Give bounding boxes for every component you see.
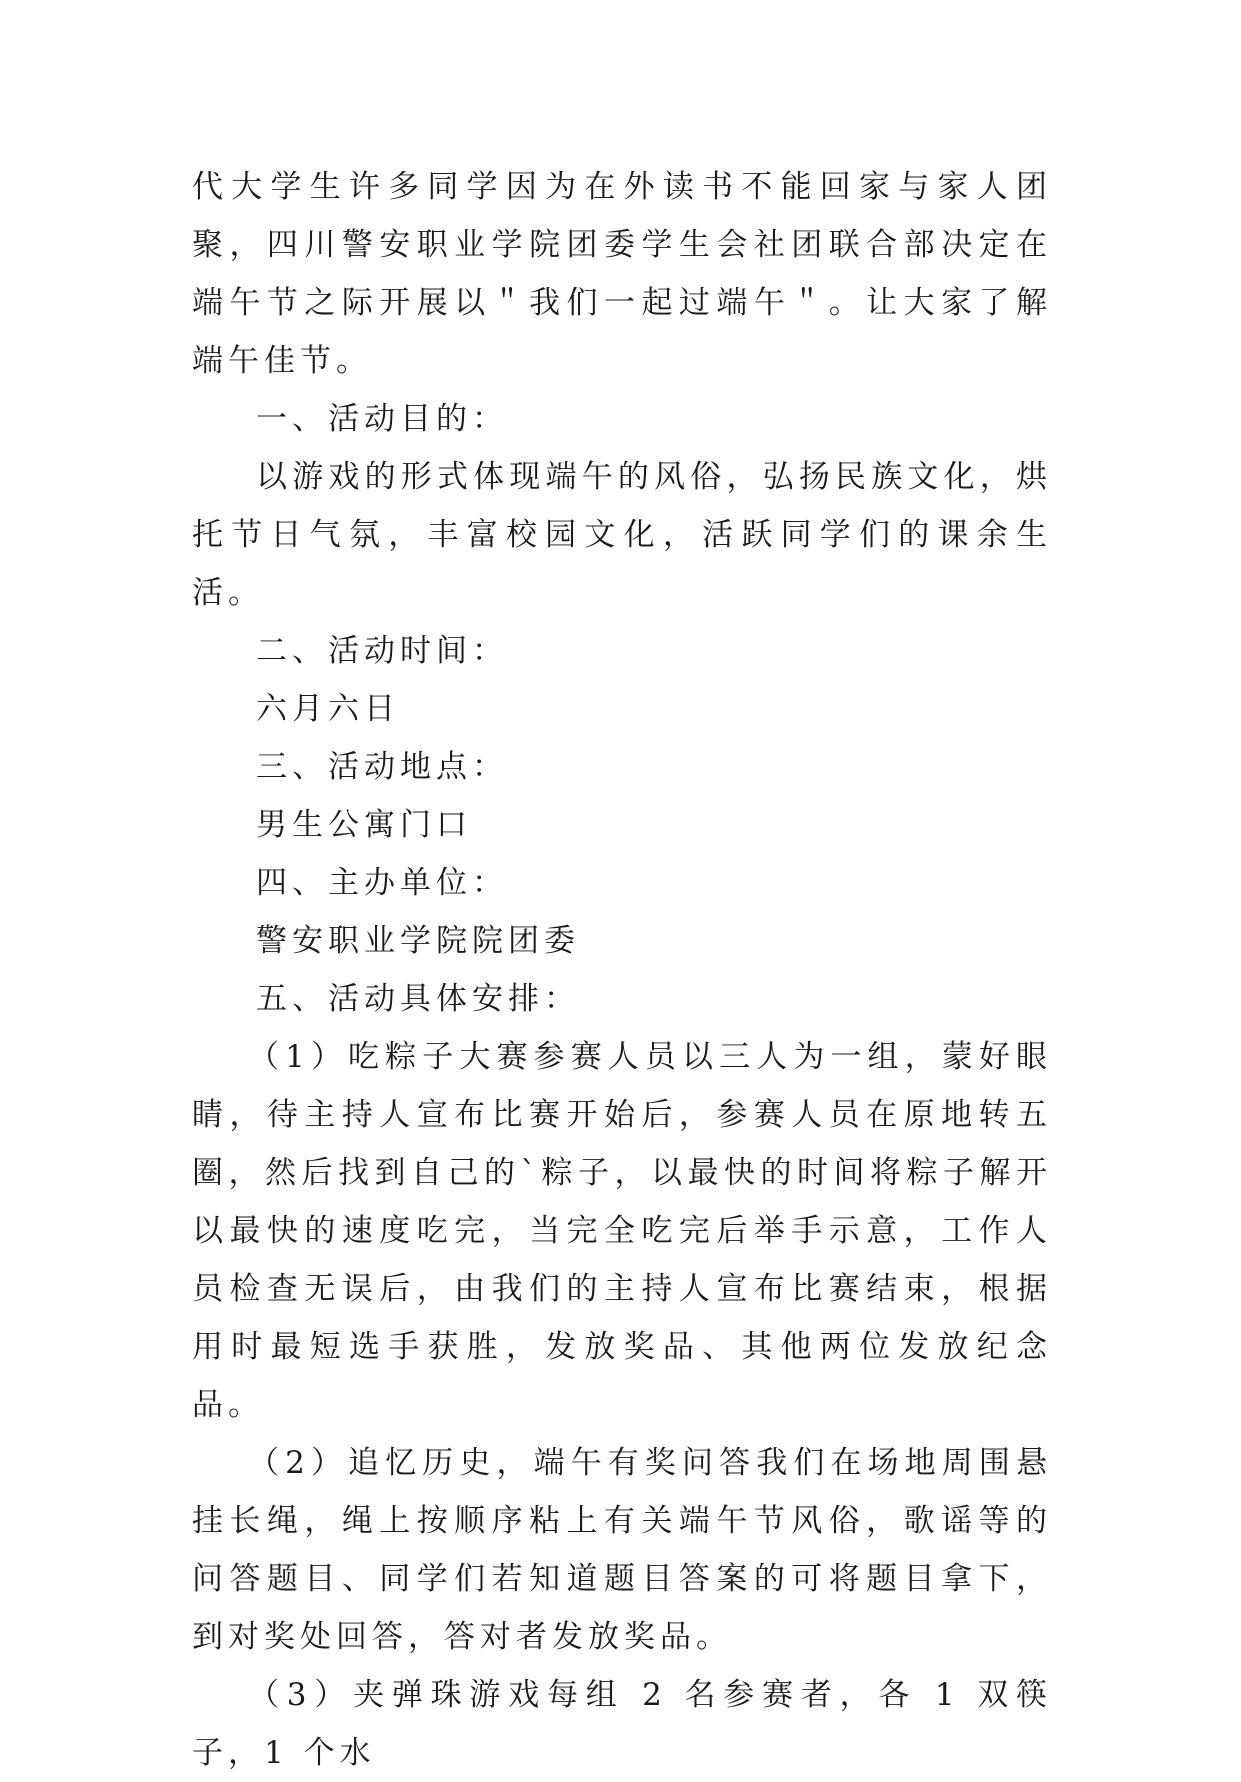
paragraph-activity-purpose: 以游戏的形式体现端午的风俗，弘扬民族文化，烘托节日气氛，丰富校园文化，活跃同学们的课余生活。 xyxy=(192,459,1052,611)
paragraph-schedule-item-2: （2）追忆历史，端午有奖问答我们在场地周围悬挂长绳，绳上按顺序粘上有关端午节风俗，歌谣等的问答题目、同学们若知道题目答案的可将题目拿下，到对奖处回答，答对者发放奖品。 xyxy=(192,1445,1052,1655)
paragraph-schedule-item-1: （1）吃粽子大赛参赛人员以三人为一组，蒙好眼睛，待主持人宣布比赛开始后，参赛人员在原地转五圈，然后找到自己的`粽子，以最快的时间将粽子解开以最快的速度吃完，当完全吃完后举手示意，工作人员检查无误后，由我们的主持人宣布比赛结束，根据用时最短选手获胜，发放奖品、其他两位发放纪念品。 xyxy=(192,1039,1052,1423)
heading-activity-location: 三、活动地点： xyxy=(256,749,508,785)
heading-organizer: 四、主办单位： xyxy=(256,865,508,901)
heading-schedule: 五、活动具体安排： xyxy=(256,981,580,1017)
document-body xyxy=(192,158,1052,1782)
heading-activity-time: 二、活动时间： xyxy=(256,633,508,669)
paragraph-organizer: 警安职业学院院团委 xyxy=(256,923,580,959)
paragraph-schedule-item-3: （3）夹弹珠游戏每组 2 名参赛者，各 1 双筷子，1 个水 xyxy=(192,1677,1052,1771)
heading-activity-purpose: 一、活动目的： xyxy=(256,401,508,437)
paragraph-activity-location: 男生公寓门口 xyxy=(256,807,472,843)
paragraph-intro: 代大学生许多同学因为在外读书不能回家与家人团聚，四川警安职业学院团委学生会社团联合部决定在端午节之际开展以＂我们一起过端午＂。让大家了解端午佳节。 xyxy=(192,169,1052,379)
paragraph-activity-time: 六月六日 xyxy=(256,691,400,727)
